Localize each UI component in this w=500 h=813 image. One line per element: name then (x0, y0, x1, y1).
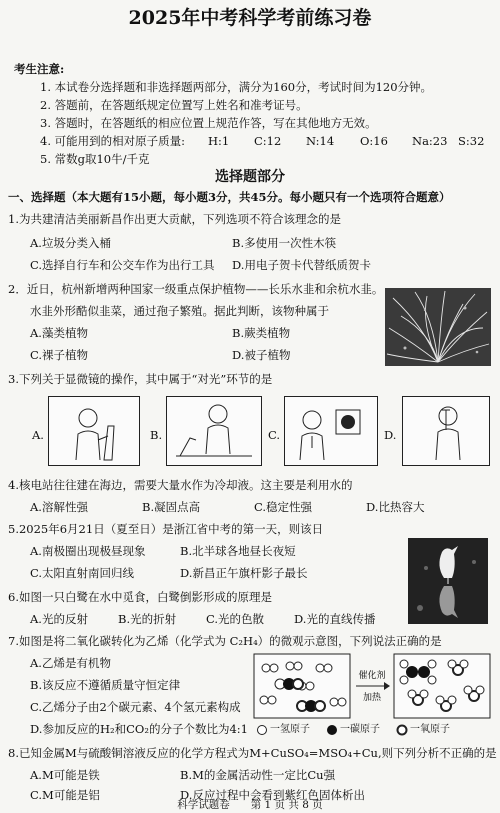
egret-reflection-photo (408, 538, 488, 624)
q5-stem: 5.2025年6月21日（夏至日）是浙江省中考的第一天，则该日 (8, 522, 324, 536)
q2-option-c: C.裸子植物 (30, 348, 89, 362)
notice-item-2: 2. 答题前，在答题纸规定位置写上姓名和准考证号。 (40, 98, 308, 112)
legend-oxygen: 一氧原子 (410, 724, 450, 735)
q1-option-a: A.垃圾分类入桶 (30, 236, 111, 250)
q3-stem: 3.下列关于显微镜的操作，其中属于“对光”环节的是 (8, 372, 273, 386)
section-title: 选择题部分 (215, 169, 285, 185)
q8-stem: 8.已知金属M与硫酸铜溶液反应的化学方程式为M+CuSO₄=MSO₄+Cu,则下列分析不正确的是 (8, 746, 497, 760)
part-heading: 一、选择题（本大题有15小题，每小题3分，共45分。每小题只有一个选项符合题意） (8, 190, 451, 204)
q4-option-a: A.溶解性强 (30, 500, 88, 514)
q7-option-b: B.该反应不遵循质量守恒定律 (30, 678, 181, 692)
catalyst-label: 催化剂 (358, 671, 386, 681)
q3-option-a: A. (32, 428, 44, 442)
quillwort-plant-photo (385, 288, 491, 366)
q3-option-d: D. (384, 428, 397, 442)
q4-stem: 4.核电站往往建在海边，需要大量水作为冷却液。这主要是利用水的 (8, 478, 353, 492)
q5-option-c: C.太阳直射南回归线 (30, 566, 135, 580)
notice-item-4-label: 4. 可能用到的相对原子质量: (40, 134, 186, 148)
heating-label: 加热 (362, 693, 382, 703)
q6-stem: 6.如图一只白鹭在水中觅食，白鹭倒影形成的原理是 (8, 590, 272, 604)
notice-item-3: 3. 答题时，在答题纸的相应位置上规范作答，写在其他地方无效。 (40, 116, 377, 130)
q7-stem: 7.如图是将二氧化碳转化为乙烯（化学式为 C₂H₄）的微观示意图，下列说法正确的是 (8, 634, 442, 648)
q6-option-d: D.光的直线传播 (294, 612, 376, 626)
q6-option-a: A.光的反射 (30, 612, 88, 626)
q5-option-a: A.南极圈出现极昼现象 (30, 544, 146, 558)
q1-stem: 1.为共建清洁美丽新昌作出更大贡献，下列选项不符合该理念的是 (8, 212, 341, 226)
q8-option-b: B.M的金属活动性一定比Cu强 (180, 768, 336, 782)
q8-option-c: C.M可能是铝 (30, 788, 100, 802)
q5-option-d: D.新昌正午旗杆影子最长 (180, 566, 308, 580)
notice-item-1: 1. 本试卷分选择题和非选择题两部分，满分为160分，考试时间为120分钟。 (40, 80, 433, 94)
co2-to-ethylene-diagram (250, 650, 494, 722)
microscope-step-a-illustration (48, 396, 140, 466)
q5-option-b: B.北半球各地昼长夜短 (180, 544, 296, 558)
hydrogen-atom-legend-icon (256, 724, 268, 736)
q1-option-b: B.多使用一次性木筷 (232, 236, 337, 250)
atomic-mass-h: H:1 (208, 134, 230, 148)
q4-option-c: C.稳定性强 (254, 500, 313, 514)
q2-option-a: A.藻类植物 (30, 326, 88, 340)
q7-option-d: D.参加反应的H₂和CO₂的分子个数比为4:1 (30, 722, 248, 736)
carbon-atom-legend-icon (326, 724, 338, 736)
microscope-step-d-illustration (402, 396, 490, 466)
q3-option-c: C. (268, 428, 281, 442)
q2-option-d: D.被子植物 (232, 348, 291, 362)
microscope-step-b-illustration (166, 396, 262, 466)
atomic-mass-na: Na:23 (412, 134, 448, 148)
legend-hydrogen: 一氢原子 (270, 724, 310, 735)
q6-option-b: B.光的折射 (118, 612, 177, 626)
atomic-mass-o: O:16 (360, 134, 388, 148)
atomic-mass-n: N:14 (306, 134, 335, 148)
q2-line-2: 水韭外形酷似韭菜，通过孢子繁殖。据此判断，该物种属于 (30, 304, 329, 318)
q4-option-d: D.比热容大 (366, 500, 425, 514)
q1-option-c: C.选择自行车和公交车作为出行工具 (30, 258, 215, 272)
q6-option-c: C.光的色散 (206, 612, 265, 626)
notice-heading: 考生注意: (14, 62, 65, 76)
atomic-mass-s: S:32 (458, 134, 485, 148)
q4-option-b: B.凝固点高 (142, 500, 201, 514)
microscope-step-c-illustration (284, 396, 378, 466)
notice-item-5: 5. 常数g取10牛/千克 (40, 152, 150, 166)
oxygen-atom-legend-icon (396, 724, 408, 736)
q8-option-d: D.反应过程中会看到紫红色固体析出 (180, 788, 365, 802)
q7-option-a: A.乙烯是有机物 (30, 656, 111, 670)
exam-title: 2025年中考科学考前练习卷 (128, 7, 372, 29)
q8-option-a: A.M可能是铁 (30, 768, 100, 782)
q2-option-b: B.蕨类植物 (232, 326, 291, 340)
q7-option-c: C.乙烯分子由2个碳元素、4个氢元素构成 (30, 700, 241, 714)
legend-carbon: 一碳原子 (340, 724, 380, 735)
q1-option-d: D.用电子贺卡代替纸质贺卡 (232, 258, 371, 272)
q2-line-1: 2．近日，杭州新增两种国家一级重点保护植物——长乐水韭和余杭水韭。 (8, 282, 384, 296)
q3-option-b: B. (150, 428, 163, 442)
page-footer: 科学试题卷 第 1 页 共 8 页 (177, 799, 323, 811)
atomic-mass-c: C:12 (254, 134, 282, 148)
